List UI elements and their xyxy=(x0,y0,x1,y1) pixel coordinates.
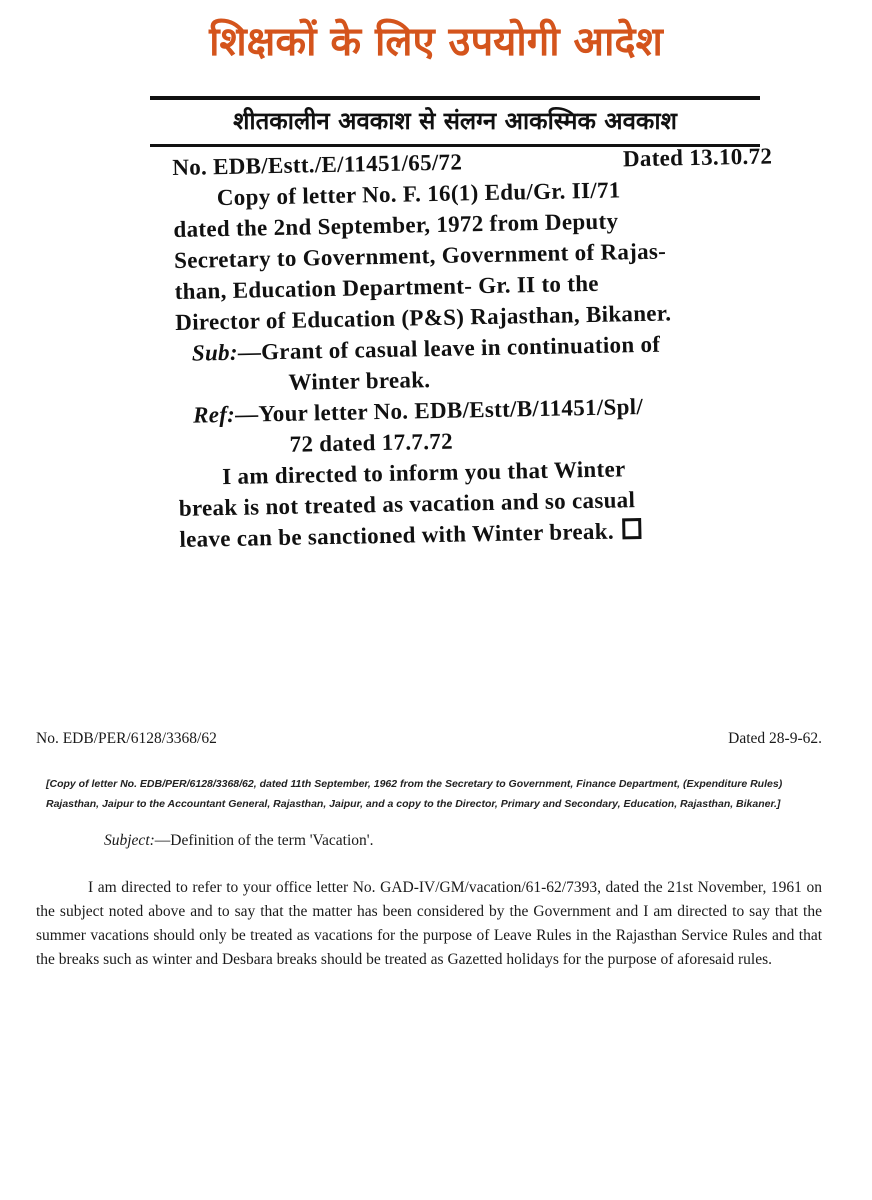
banner-title: शिक्षकों के लिए उपयोगी आदेश xyxy=(209,19,663,65)
order-1-body-line: Secretary to Government, Government of Rajas- xyxy=(173,238,667,273)
order-1-reference-text: —Your letter No. EDB/Estt/B/11451/Spl/ xyxy=(234,394,644,427)
order-1-number: No. EDB/Estt./E/11451/65/72 xyxy=(172,149,463,180)
order-heading-hindi: शीतकालीन अवकाश से संलग्न आकस्मिक अवकाश xyxy=(233,107,677,135)
order-2-copy-note: [Copy of letter No. EDB/PER/6128/3368/62, dated 11th September, 1962 from the Secretary to Government, Finance Department, (Expenditure Rules) Rajasthan, Jaipur to the Accountant General, Rajasthan, Jaipur, and a copy to the Director, Primary and Secondary, Education, Rajasthan, Bikaner.] xyxy=(46,778,783,810)
order-2-header xyxy=(36,730,822,748)
order-2-number: No. EDB/PER/6128/3368/62 xyxy=(36,730,217,747)
order-2-subject-text: —Definition of the term 'Vacation'. xyxy=(154,832,374,849)
order-1-body-line: Director of Education (P&S) Rajasthan, Bikaner. xyxy=(175,300,672,335)
top-rule xyxy=(150,96,760,100)
order-2-date: Dated 28-9-62. xyxy=(728,730,822,747)
order-1-subject-text: —Grant of casual leave in continuation of xyxy=(237,331,661,365)
order-1-body-line: dated the 2nd September, 1972 from Deputy xyxy=(173,208,619,242)
end-mark-icon xyxy=(622,518,641,539)
order-1-reference-label: Ref: xyxy=(192,401,236,428)
order-2-clipping xyxy=(36,730,822,972)
order-1-body-line: than, Education Department- Gr. II to the xyxy=(174,270,600,304)
order-2-subject-label: Subject: xyxy=(104,832,155,849)
order-1-para-line: leave can be sanctioned with Winter break. xyxy=(179,518,615,552)
order-1-clipping xyxy=(172,140,780,554)
order-1-para-line: break is not treated as vacation and so casual xyxy=(178,487,636,521)
order-1-reference-cont: 72 dated 17.7.72 xyxy=(289,428,454,457)
order-1-date: Dated 13.10.72 xyxy=(622,143,773,172)
order-1-subject-label: Sub: xyxy=(191,339,239,366)
order-1-body-line: Copy of letter No. F. 16(1) Edu/Gr. II/71 xyxy=(216,177,621,211)
order-1-para-line: I am directed to inform you that Winter xyxy=(222,456,626,490)
order-2-paragraph: I am directed to refer to your office letter No. GAD-IV/GM/vacation/61-62/7393, dated the 21st November, 1961 on the subject noted above and to say that the matter has been considered by the Government and I am directed to say that the summer vacations should only be treated as vacations for the purpose of Leave Rules in the Rajasthan Service Rules and that the breaks such as winter and Desbara breaks should be treated as Gazetted holidays for the purpose of aforesaid rules. xyxy=(36,879,822,968)
order-2-subject xyxy=(36,832,822,850)
order-1-subject-cont: Winter break. xyxy=(288,367,431,395)
